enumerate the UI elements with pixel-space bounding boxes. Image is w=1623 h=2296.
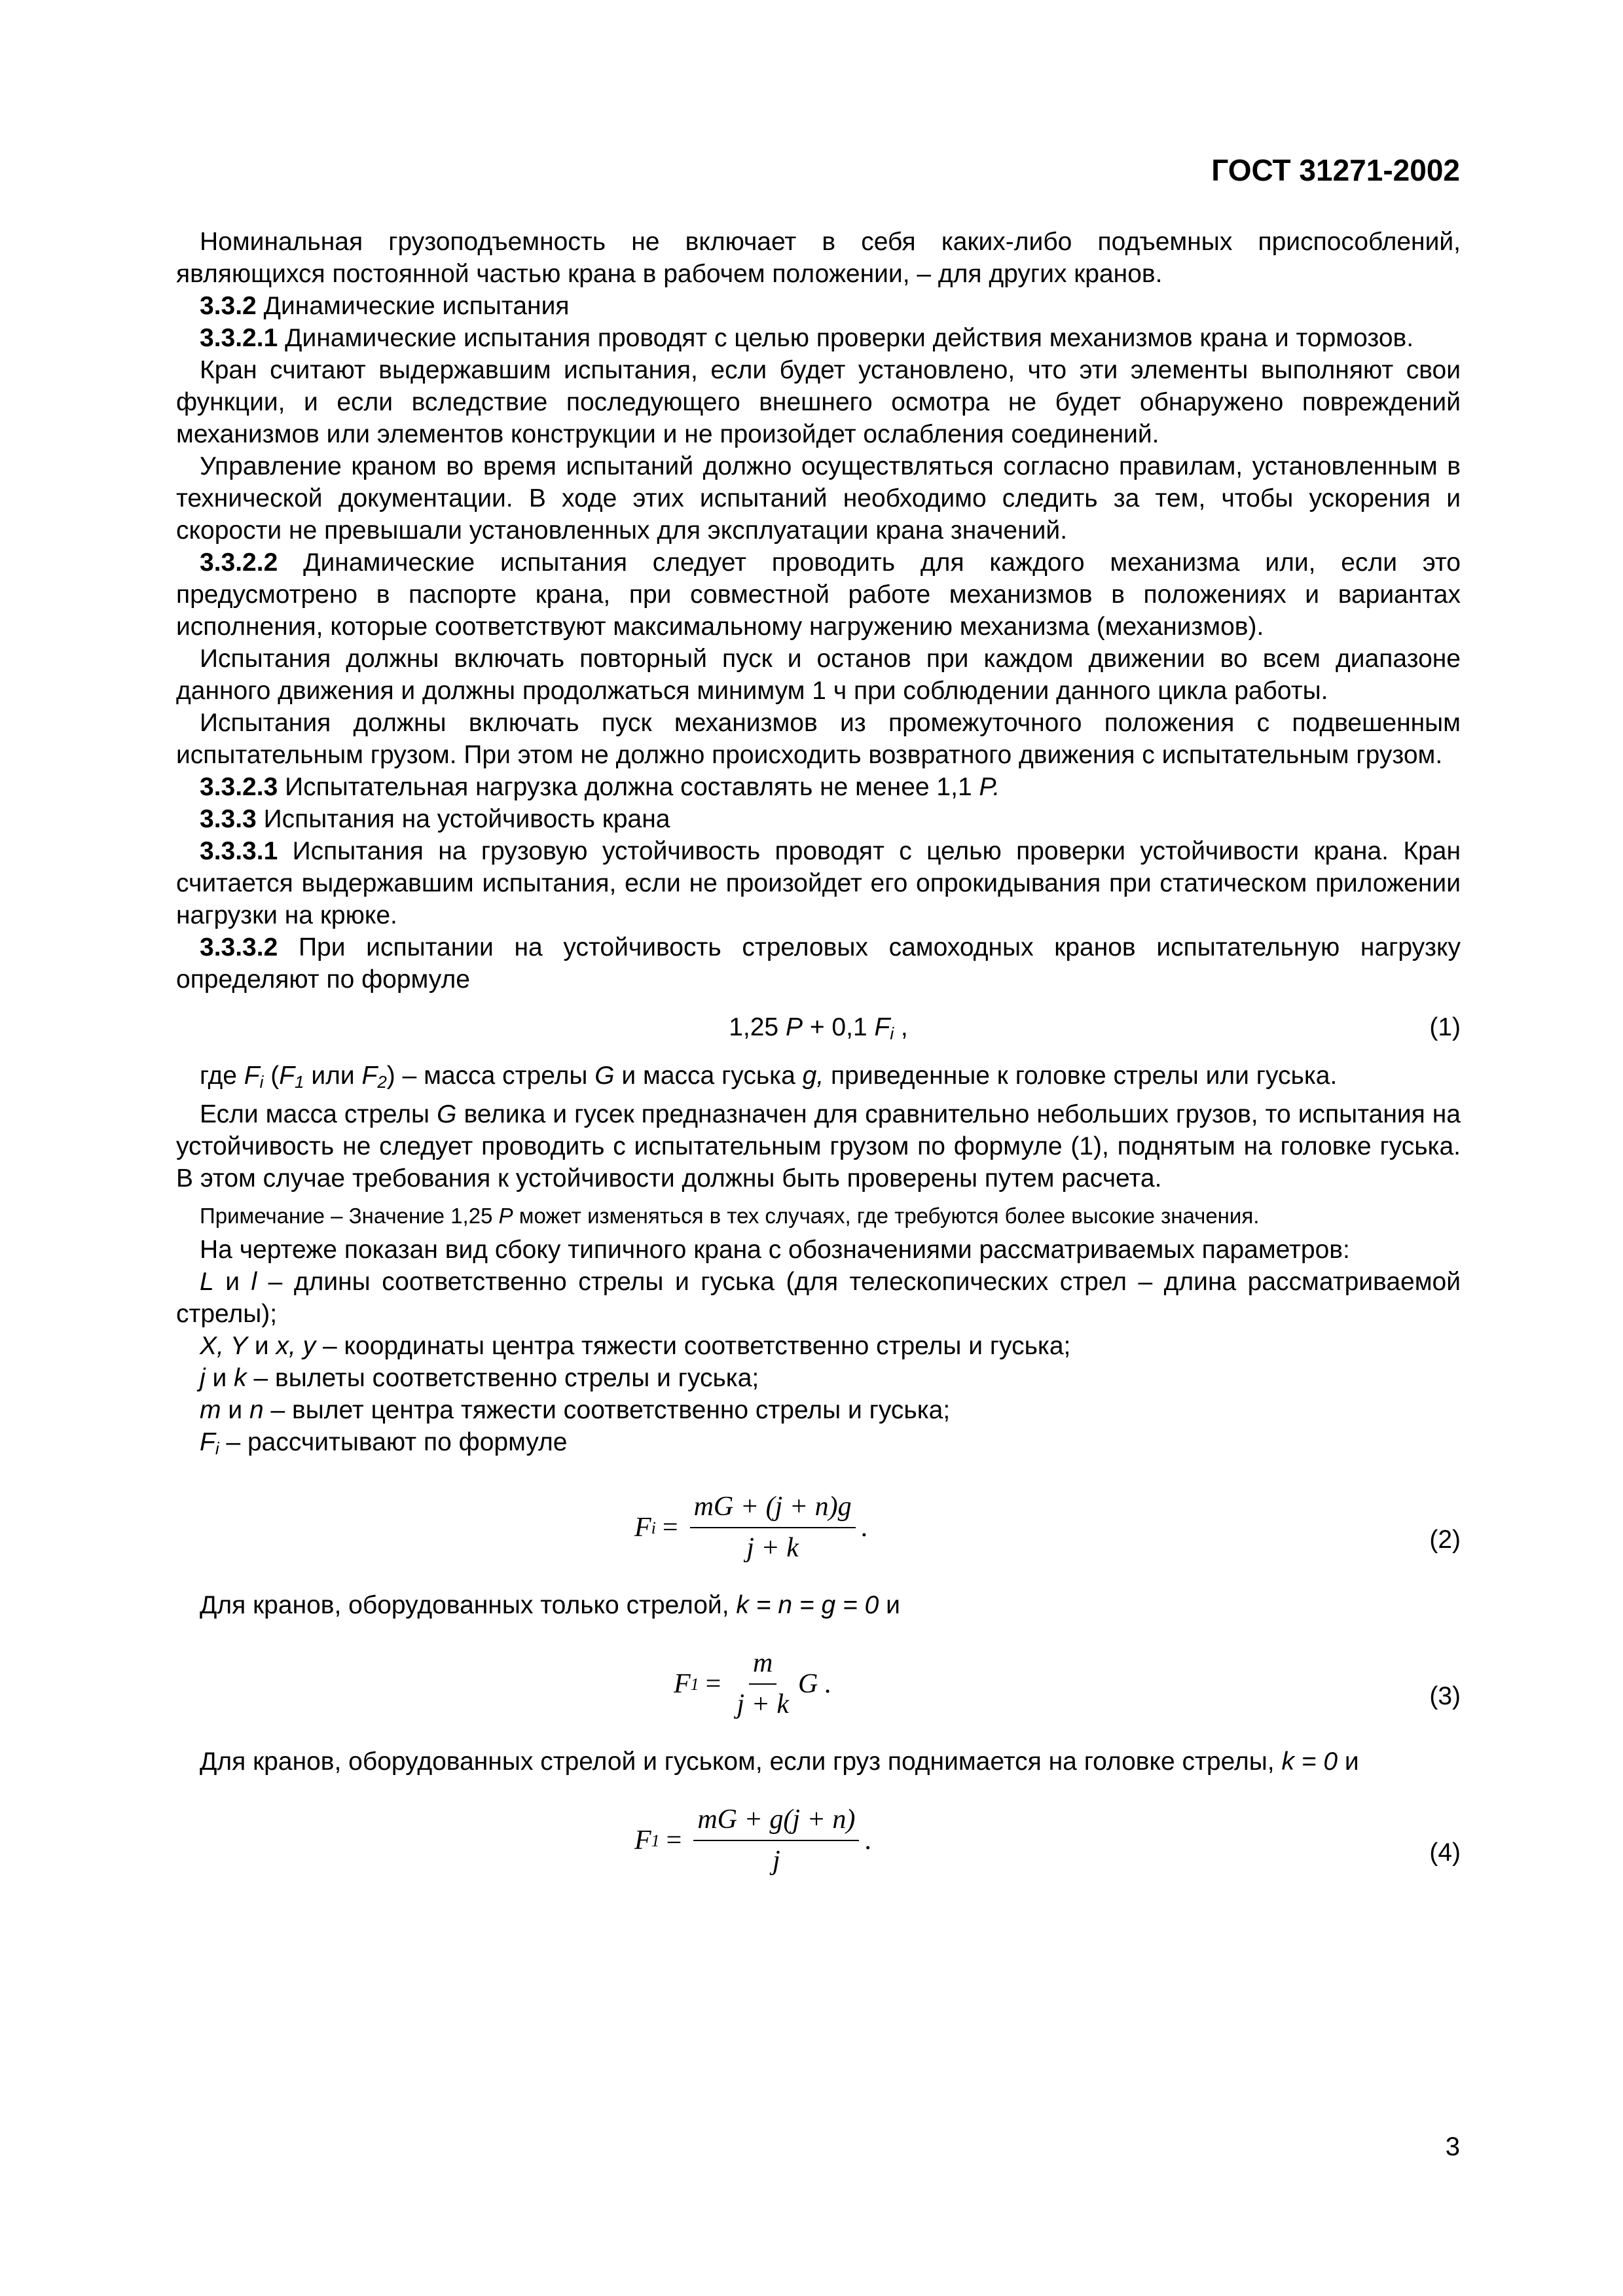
section-3-3-2-3 <box>176 771 1461 803</box>
variable-p: P <box>498 1204 513 1228</box>
text: ) – масса стрелы <box>386 1062 595 1090</box>
formula-1 <box>176 996 1461 1060</box>
variable-k: k <box>234 1364 247 1392</box>
section-3-3-2 <box>176 290 1461 322</box>
variable-f: F <box>634 1825 651 1856</box>
paragraph-text: Испытания на грузовую устойчивость проводят с целью проверки устойчивости крана. Кран считается выдержавшим испытания, если не произойдет его опрокидывания при статическом приложении нагрузки на крюке. <box>176 837 1461 929</box>
document-body <box>176 226 1461 1902</box>
section-number: 3.3.2.2 <box>200 548 278 577</box>
denominator: j <box>773 1846 780 1876</box>
variable-n: n <box>249 1396 264 1424</box>
section-3-3-3 <box>176 803 1461 835</box>
paragraph <box>176 1589 1461 1621</box>
paragraph: Кран считают выдержавшим испытания, если будет установлено, что эти элементы выполняют свои функции, и если вследствие последующего внешнего осмотра не будет обнаружено повреждений механизмов или элементов конструкции и не произойдет ослабления соединений. <box>176 356 1461 448</box>
paragraph-text: При испытании на устойчивость стреловых самоходных кранов испытательную нагрузку определяют по формуле <box>176 933 1461 994</box>
numerator: mG + (j + n)g <box>690 1491 856 1528</box>
text: – вылет центра тяжести соответственно стрелы и гуська; <box>263 1396 951 1424</box>
variable-f: F <box>874 1013 890 1041</box>
text: и масса гуська <box>614 1062 803 1090</box>
parameter-item <box>176 1394 1461 1426</box>
numerator: mG + g(j + n) <box>693 1804 859 1841</box>
numerator: m <box>749 1647 776 1685</box>
formula-expression <box>176 1011 1461 1050</box>
text: и <box>879 1591 900 1619</box>
equals-sign: = <box>705 1668 721 1699</box>
subscript: i <box>651 1518 656 1537</box>
document-id: ГОСТ 31271-2002 <box>1211 153 1460 187</box>
parameter-item <box>176 1362 1461 1394</box>
text: ( <box>263 1062 280 1090</box>
note <box>176 1201 1461 1231</box>
formula-part: . <box>860 1512 868 1543</box>
section-number: 3.3.3 <box>200 805 257 833</box>
subscript: i <box>890 1024 894 1043</box>
subscript: 1 <box>651 1831 660 1850</box>
paragraph: Испытания должны включать пуск механизмов из промежуточного положения с подвешенным испытательным грузом. При этом не должно происходить возвратного движения с испытательным грузом. <box>176 709 1461 769</box>
section-title: Динамические испытания <box>256 292 570 320</box>
formula-4 <box>176 1778 1461 1902</box>
paragraph: Управление краном во время испытаний должно осуществляться согласно правилам, установленным в технической документации. В ходе этих испытаний необходимо следить за тем, чтобы ускорения и скорости не превышали установленных для эксплуатации крана значений. <box>176 452 1461 545</box>
variable-g: G <box>594 1062 615 1090</box>
section-3-3-2-2 <box>176 547 1461 643</box>
text: велика и гусек предназначен для сравнительно небольших грузов, то испытания на устойчивость не следует проводить с испытательным грузом по формуле (1), поднятым на головке гуська. В этом случае требования к устойчивости должны быть проверены путем расчета. <box>176 1100 1461 1193</box>
variable-f: F <box>361 1062 378 1090</box>
fraction <box>693 1804 859 1877</box>
section-number: 3.3.2.1 <box>200 324 278 352</box>
formula-3 <box>176 1621 1461 1746</box>
variable-g: g, <box>802 1062 824 1090</box>
subscript: 2 <box>377 1072 387 1092</box>
paragraph: Испытания должны включать повторный пуск и останов при каждом движении во всем диапазоне данного движения и должны продолжаться минимум 1 ч при соблюдении данного цикла работы. <box>176 645 1461 705</box>
paragraph <box>176 1746 1461 1778</box>
condition: k = n = g = 0 <box>736 1591 879 1619</box>
condition: k = 0 <box>1281 1748 1338 1776</box>
parameter-item <box>176 1266 1461 1330</box>
text: и <box>205 1364 234 1392</box>
formula-1-explanation <box>176 1060 1461 1098</box>
section-number: 3.3.3.1 <box>200 837 278 865</box>
variable-l: L <box>200 1268 214 1296</box>
section-title: Испытания на устойчивость крана <box>256 805 670 833</box>
paragraph-text: Динамические испытания следует проводить для каждого механизма или, если это предусмотрено в паспорте крана, при совместной работе механизмов в положениях и вариантах исполнения, которые соответствуют максимальному нагружению механизма (механизмов). <box>176 548 1461 641</box>
variable-xy: X, Y <box>200 1332 247 1360</box>
variable-f: F <box>674 1668 691 1699</box>
equals-sign: = <box>662 1512 678 1543</box>
section-number: 3.3.3.2 <box>200 933 278 961</box>
equation-number: (4) <box>1429 1839 1461 1867</box>
variable-f: F <box>279 1062 295 1090</box>
parameter-item <box>176 1426 1461 1465</box>
note-text: может изменяться в тех случаях, где требуются более высокие значения. <box>513 1204 1260 1228</box>
variable-j: j <box>200 1364 206 1392</box>
subscript: i <box>259 1072 264 1092</box>
subscript: 1 <box>295 1072 304 1092</box>
variable-l: l <box>251 1268 257 1296</box>
text: – длины соответственно стрелы и гуська (для телескопических стрел – длина рассматриваемой стрелы); <box>176 1268 1461 1328</box>
subscript: 1 <box>690 1674 699 1694</box>
paragraph-text: Динамические испытания проводят с целью проверки действия механизмов крана и тормозов. <box>278 324 1414 352</box>
page-number: 3 <box>1445 2132 1460 2161</box>
section-3-3-3-1 <box>176 835 1461 931</box>
formula-expression <box>674 1647 831 1721</box>
denominator: j + k <box>737 1689 789 1719</box>
text: и <box>247 1332 276 1360</box>
formula-part: , <box>894 1013 908 1041</box>
text: Если масса стрелы <box>200 1100 437 1128</box>
variable-f: F <box>634 1512 651 1543</box>
paragraph <box>176 1098 1461 1194</box>
text: и <box>1338 1748 1359 1776</box>
text: – координаты центра тяжести соответственно стрелы и гуська; <box>316 1332 1071 1360</box>
text: или <box>304 1062 362 1090</box>
variable-f: F <box>244 1062 260 1090</box>
subscript: i <box>215 1439 219 1458</box>
formula-expression <box>634 1491 867 1564</box>
text: Для кранов, оборудованных стрелой и гуськом, если груз поднимается на головке стрелы, <box>200 1748 1282 1776</box>
variable-p: P. <box>979 773 1000 801</box>
formula-expression <box>634 1804 871 1877</box>
paragraph: Номинальная грузоподъемность не включает в себя каких-либо подъемных приспособлений, являющихся постоянной частью крана в рабочем положении, – для других кранов. <box>176 228 1461 288</box>
paragraph-text: Испытательная нагрузка должна составлять не менее 1,1 <box>278 773 979 801</box>
equals-sign: = <box>666 1825 682 1856</box>
section-3-3-3-2 <box>176 931 1461 996</box>
equation-number: (1) <box>1429 1013 1461 1041</box>
parameters-intro: На чертеже показан вид сбоку типичного крана с обозначениями рассматриваемых параметров: <box>200 1236 1350 1264</box>
fraction <box>733 1647 793 1721</box>
equation-number: (3) <box>1429 1682 1461 1710</box>
text: Для кранов, оборудованных только стрелой, <box>200 1591 737 1619</box>
formula-2 <box>176 1465 1461 1589</box>
text: где <box>200 1062 244 1090</box>
variable-xy: x, y <box>276 1332 316 1360</box>
formula-part: G . <box>798 1668 832 1699</box>
fraction <box>690 1491 856 1564</box>
variable-g: G <box>437 1100 457 1128</box>
denominator: j + k <box>746 1533 799 1563</box>
equation-number: (2) <box>1429 1526 1461 1554</box>
text: – вылеты соответственно стрелы и гуська; <box>246 1364 759 1392</box>
text: – рассчитывают по формуле <box>219 1428 568 1456</box>
formula-part: 1,25 <box>729 1013 786 1041</box>
text: и <box>221 1396 249 1424</box>
note-text: Примечание – Значение 1,25 <box>200 1204 499 1228</box>
formula-part: . <box>864 1825 871 1856</box>
section-number: 3.3.2 <box>200 292 257 320</box>
section-3-3-2-1 <box>176 322 1461 354</box>
text: приведенные к головке стрелы или гуська. <box>824 1062 1338 1090</box>
variable-p: P <box>785 1013 803 1041</box>
variable-m: m <box>200 1396 221 1424</box>
formula-part: + 0,1 <box>802 1013 875 1041</box>
parameter-item <box>176 1330 1461 1362</box>
variable-f: F <box>200 1428 215 1456</box>
text: и <box>213 1268 251 1296</box>
section-number: 3.3.2.3 <box>200 773 278 801</box>
